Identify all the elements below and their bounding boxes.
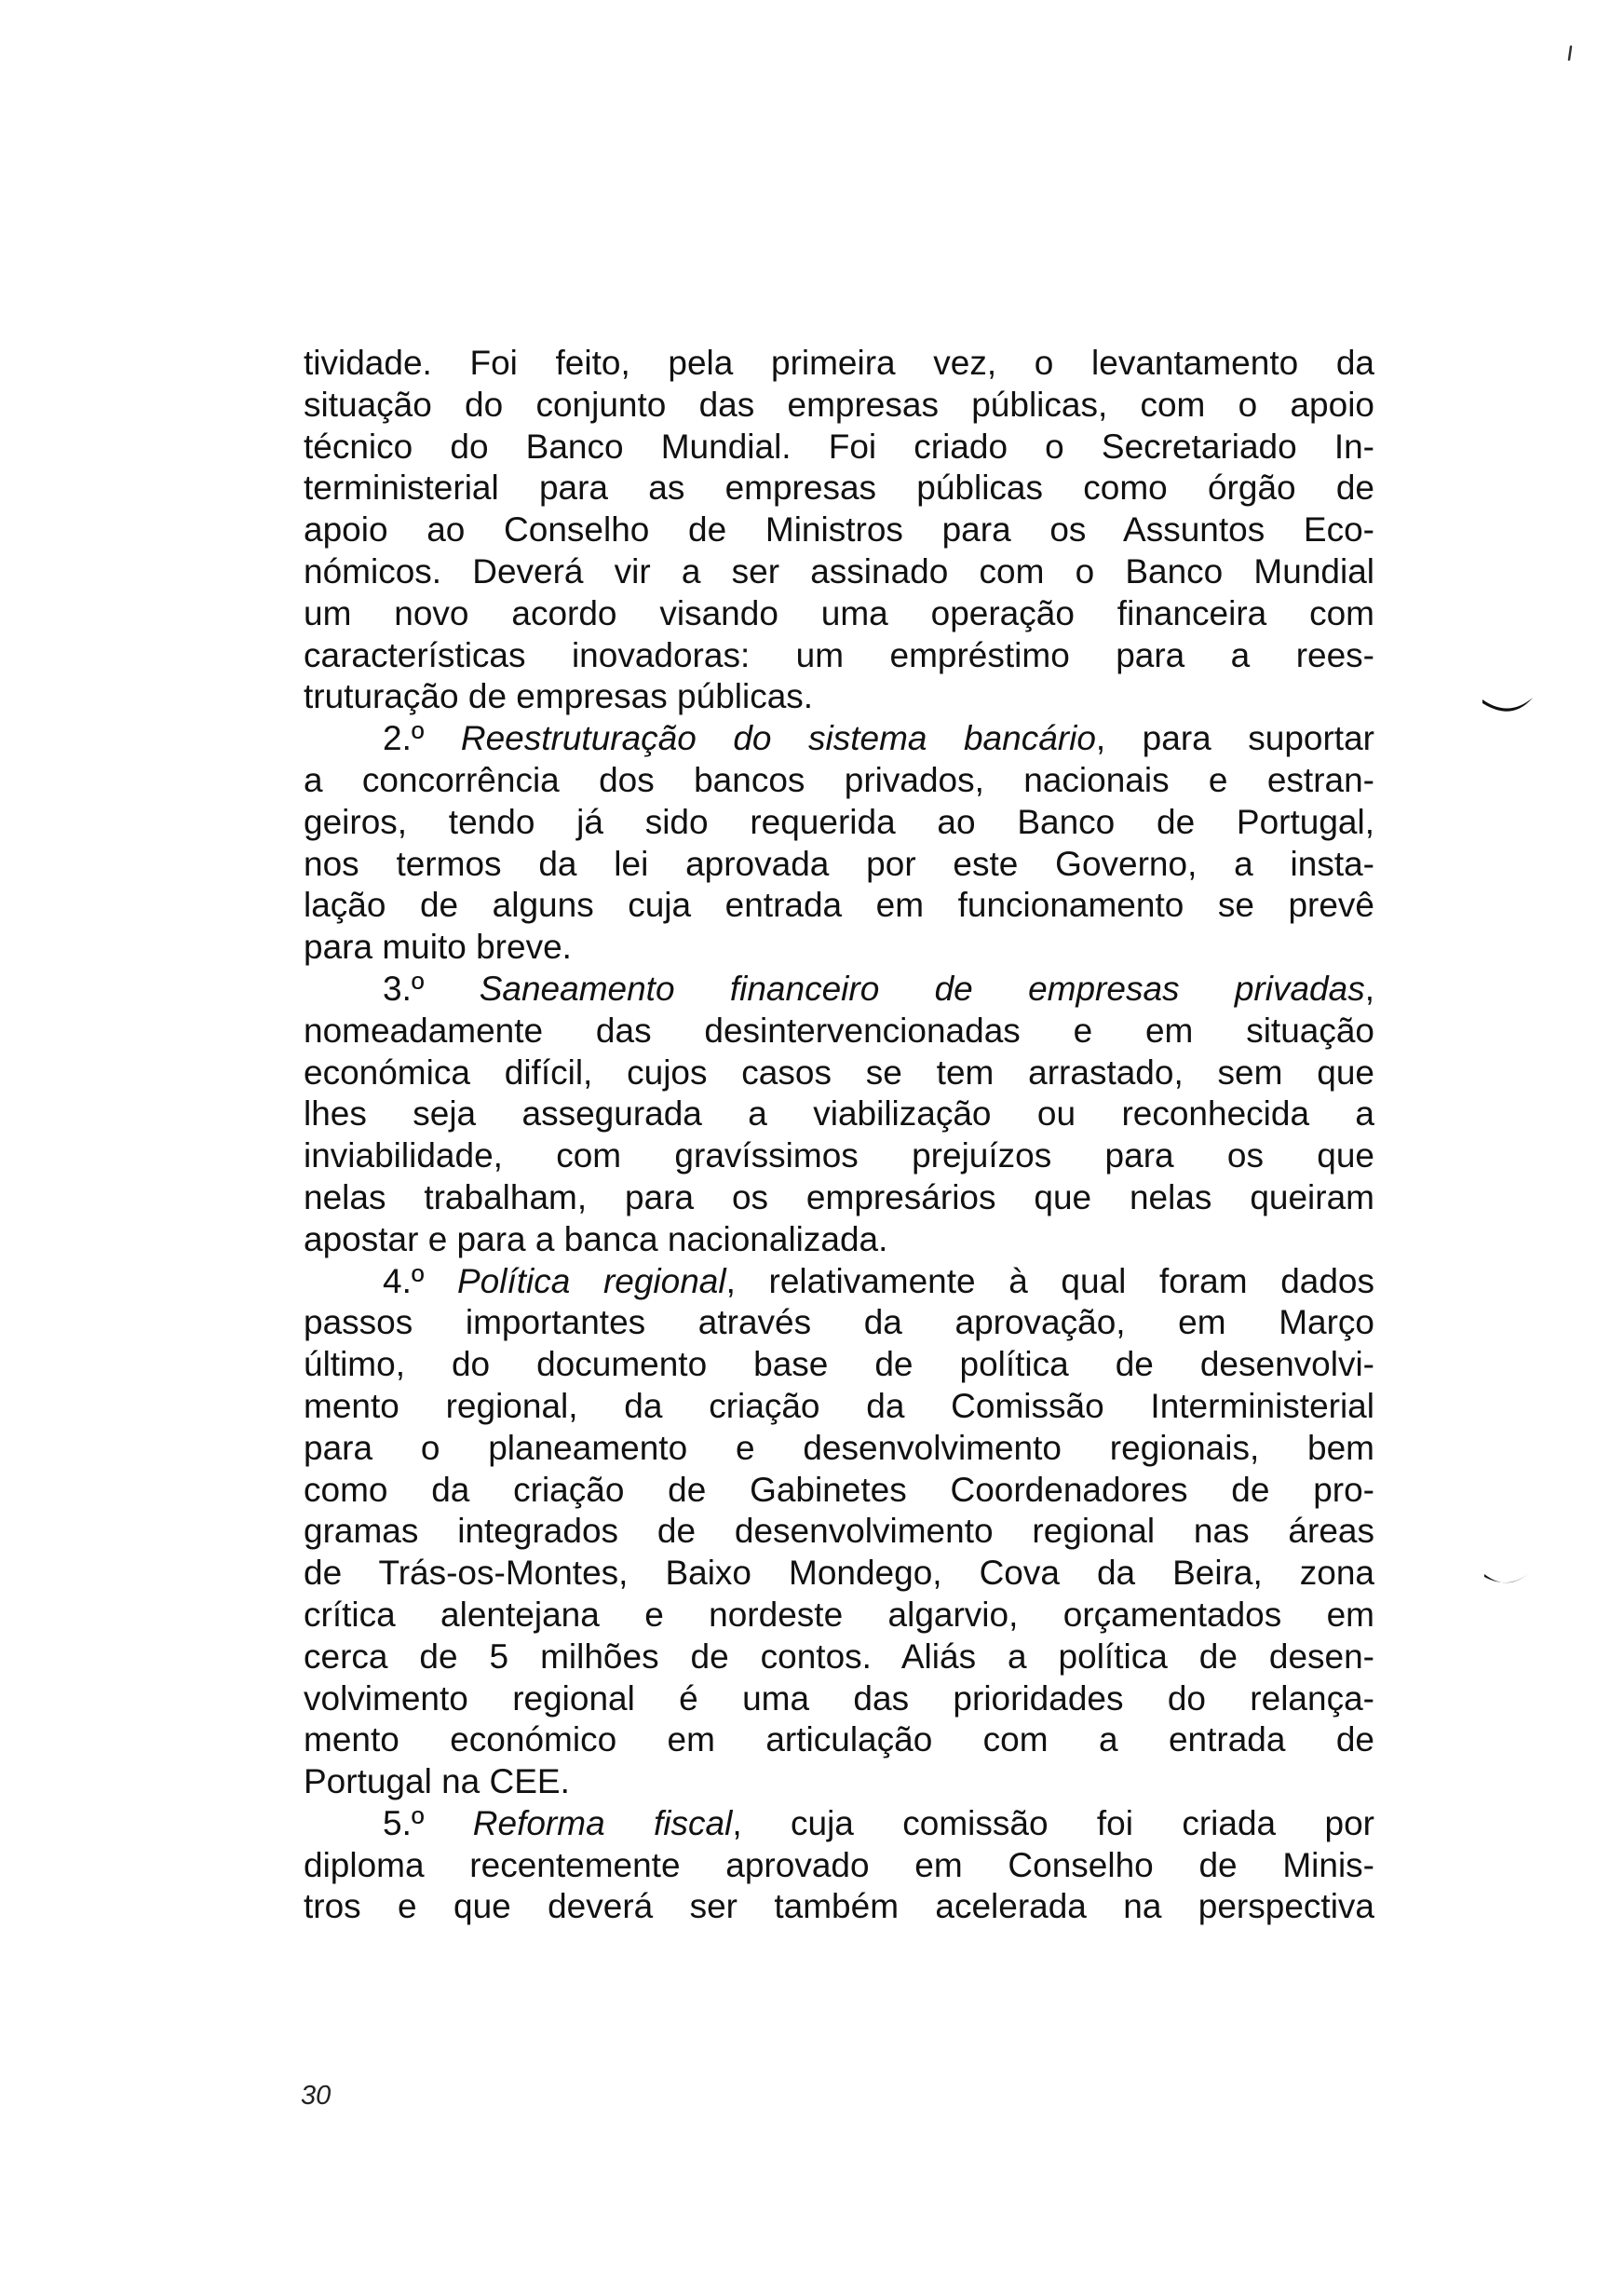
text-run: técnico do Banco Mundial. Foi criado o Secretariado In- <box>304 427 1374 466</box>
text-run: de Trás-os-Montes, Baixo Mondego, Cova da Beira, zona <box>304 1554 1374 1593</box>
text-line <box>304 760 1374 802</box>
text-line <box>304 1511 1374 1553</box>
text-run: passos importantes através da aprovação, em Março <box>304 1303 1374 1342</box>
text-run: geiros, tendo já sido requerida ao Banco de Portugal, <box>304 802 1374 841</box>
text-run: nómicos. Deverá vir a ser assinado com o Banco Mundial <box>304 551 1374 591</box>
text-line <box>304 1678 1374 1720</box>
text-line <box>304 1093 1374 1135</box>
italic-heading: Saneamento financeiro de empresas privadas <box>479 969 1365 1008</box>
text-run: nelas trabalham, para os empresários que nelas queiram <box>304 1177 1374 1216</box>
text-run: situação do conjunto das empresas públicas, com o apoio <box>304 385 1374 424</box>
text-run: , cuja comissão foi criada por <box>732 1803 1374 1842</box>
text-run: volvimento regional é uma das prioridades do relança- <box>304 1678 1374 1718</box>
text-run: como da criação de Gabinetes Coordenadores de pro- <box>304 1470 1374 1509</box>
text-line <box>304 551 1374 593</box>
text-line <box>304 1595 1374 1636</box>
text-run: para o planeamento e desenvolvimento regionais, bem <box>304 1428 1374 1467</box>
text-line <box>304 427 1374 469</box>
text-line <box>304 718 1374 760</box>
text-line <box>304 509 1374 551</box>
text-run: para muito breve. <box>304 928 572 967</box>
text-line <box>304 802 1374 844</box>
text-run: diploma recentemente aprovado em Conselho de Minis- <box>304 1845 1374 1884</box>
text-line <box>304 1719 1374 1761</box>
text-line <box>304 1386 1374 1428</box>
text-run: , para suportar <box>1095 719 1374 758</box>
text-run: económica difícil, cujos casos se tem arrastado, sem que <box>304 1052 1374 1092</box>
binding-mark-lower <box>1482 1569 1531 1592</box>
text-line <box>304 969 1374 1011</box>
text-run: tros e que deverá ser também acelerada na perspectiva <box>304 1887 1374 1926</box>
text-line <box>304 1219 1374 1261</box>
text-run: a concorrência dos bancos privados, nacionais e estran- <box>304 760 1374 799</box>
text-line <box>304 1344 1374 1386</box>
text-run: 2.º <box>383 719 461 758</box>
text-line <box>304 885 1374 927</box>
body-text <box>304 343 1374 1928</box>
text-run: inviabilidade, com gravíssimos prejuízos para os que <box>304 1136 1374 1175</box>
text-run: 3.º <box>383 969 480 1008</box>
text-line <box>304 1261 1374 1303</box>
text-run: terministerial para as empresas públicas como órgão de <box>304 469 1374 508</box>
text-run: truturação de empresas públicas. <box>304 677 814 716</box>
text-line <box>304 1886 1374 1928</box>
text-line <box>304 1177 1374 1219</box>
text-run: , <box>1364 969 1374 1008</box>
text-run: apostar e para a banca nacionalizada. <box>304 1219 888 1258</box>
scan-speck-mark <box>1564 45 1576 63</box>
text-line <box>304 1845 1374 1887</box>
text-run: um novo acordo visando uma operação financeira com <box>304 593 1374 632</box>
text-line <box>304 844 1374 886</box>
text-line <box>304 1761 1374 1803</box>
binding-mark-upper <box>1481 694 1536 722</box>
text-run: características inovadoras: um empréstimo para a rees- <box>304 635 1374 674</box>
text-run: crítica alentejana e nordeste algarvio, orçamentados em <box>304 1595 1374 1634</box>
text-line <box>304 635 1374 677</box>
text-run: gramas integrados de desenvolvimento regional nas áreas <box>304 1512 1374 1551</box>
text-line <box>304 1470 1374 1512</box>
text-run: , relativamente à qual foram dados <box>725 1261 1375 1300</box>
text-line <box>304 593 1374 635</box>
text-run: nomeadamente das desintervencionadas e em situação <box>304 1011 1374 1050</box>
text-run: 5.º <box>383 1803 473 1842</box>
text-run: apoio ao Conselho de Ministros para os Assuntos Eco- <box>304 510 1374 550</box>
text-line <box>304 1636 1374 1678</box>
text-line <box>304 1052 1374 1094</box>
text-line <box>304 468 1374 509</box>
text-line <box>304 1135 1374 1177</box>
text-run: nos termos da lei aprovada por este Governo, a insta- <box>304 844 1374 883</box>
text-line <box>304 1553 1374 1595</box>
text-run: tividade. Foi feito, pela primeira vez, o levantamento da <box>304 344 1374 382</box>
text-run: 4.º <box>383 1261 457 1300</box>
text-line <box>304 1428 1374 1470</box>
text-line <box>304 927 1374 969</box>
text-run: último, do documento base de política de desenvolvi- <box>304 1345 1374 1384</box>
italic-heading: Reestruturação do sistema bancário <box>460 719 1096 758</box>
text-line <box>304 1011 1374 1052</box>
text-line <box>304 1302 1374 1344</box>
text-line <box>304 676 1374 718</box>
text-run: cerca de 5 milhões de contos. Aliás a política de desen- <box>304 1636 1374 1676</box>
text-run: Portugal na CEE. <box>304 1762 570 1801</box>
text-run: lação de alguns cuja entrada em funcionamento se prevê <box>304 886 1374 925</box>
page-number: 30 <box>301 2081 332 2111</box>
text-line <box>304 343 1374 385</box>
text-run: mento regional, da criação da Comissão Interministerial <box>304 1386 1374 1425</box>
text-run: lhes seja assegurada a viabilização ou reconhecida a <box>304 1094 1374 1134</box>
italic-heading: Política regional <box>457 1261 726 1300</box>
italic-heading: Reforma fiscal <box>472 1803 733 1842</box>
text-line <box>304 1803 1374 1845</box>
text-run: mento económico em articulação com a entrada de <box>304 1720 1374 1759</box>
text-line <box>304 385 1374 427</box>
